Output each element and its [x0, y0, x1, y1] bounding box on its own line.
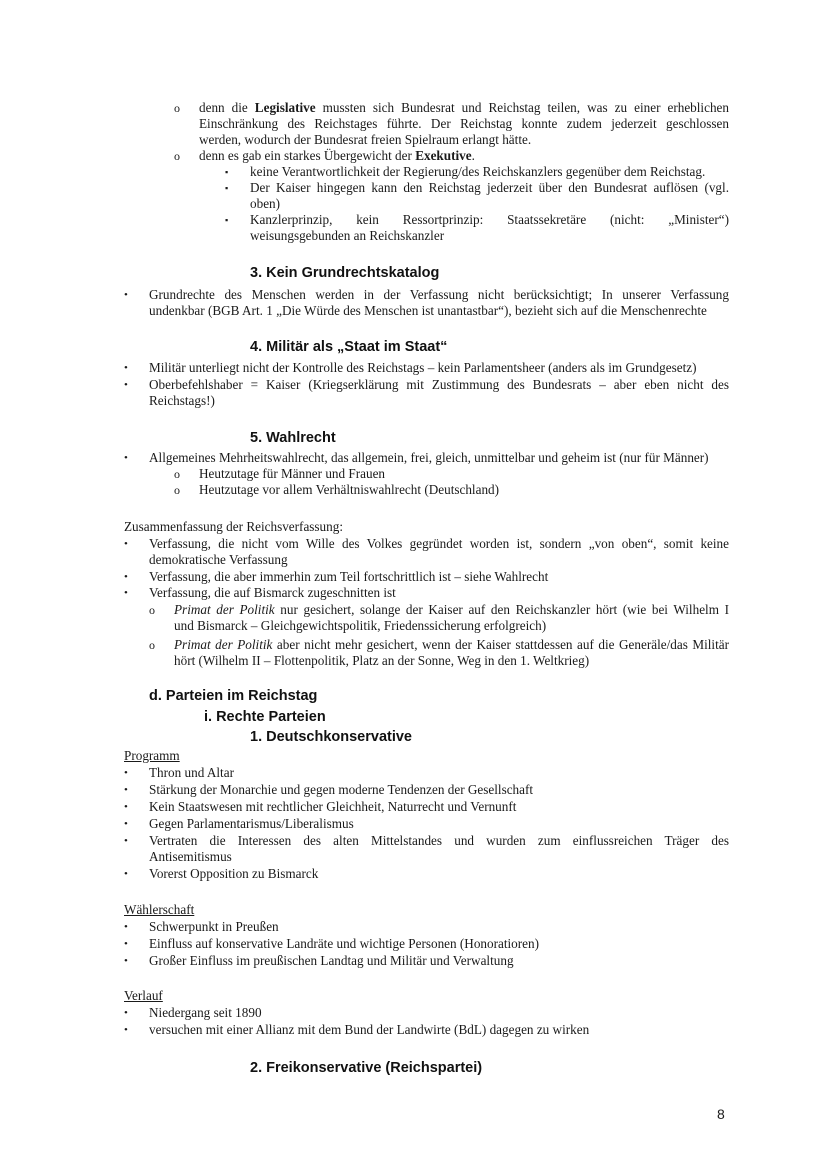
section-heading: i. Rechte Parteien [204, 709, 326, 725]
list-item: versuchen mit einer Allianz mit dem Bund der Landwirte (BdL) dagegen zu wirken [149, 1022, 590, 1037]
paragraph-line: oben) [250, 196, 281, 211]
paragraph-line: demokratische Verfassung [149, 552, 288, 567]
disc-bullet: • [124, 452, 128, 464]
section-heading: 2. Freikonservative (Reichspartei) [250, 1060, 483, 1076]
paragraph-line: denn die Legislative mussten sich Bundesrat und Reichstag teilen, was zu einer erheblichen [199, 100, 729, 115]
disc-bullet: • [124, 1024, 128, 1036]
subsection-label: Wählerschaft [124, 902, 195, 917]
disc-bullet: • [124, 767, 128, 779]
section-heading: 5. Wahlrecht [250, 430, 336, 446]
subsection-label: Verlauf [124, 988, 163, 1003]
paragraph-line: Heutzutage vor allem Verhältniswahlrecht (Deutschland) [199, 482, 500, 497]
list-item: Antisemitismus [149, 849, 232, 864]
circle-bullet: o [149, 603, 155, 617]
disc-bullet: • [124, 955, 128, 967]
disc-bullet: • [124, 289, 128, 301]
list-item: Gegen Parlamentarismus/Liberalismus [149, 816, 354, 831]
paragraph-line: Kanzlerprinzip, kein Ressortprinzip: Staatssekretäre (nicht: „Minister“) [250, 212, 729, 227]
list-item: Kein Staatswesen mit rechtlicher Gleichheit, Naturrecht und Vernunft [149, 799, 517, 814]
section-heading: 1. Deutschkonservative [250, 729, 412, 745]
list-item: Schwerpunkt in Preußen [149, 919, 279, 934]
summary-title: Zusammenfassung der Reichsverfassung: [124, 519, 344, 534]
square-bullet: ▪ [225, 167, 229, 177]
paragraph-line: denn es gab ein starkes Übergewicht der Exekutive. [199, 148, 475, 163]
section-heading: 4. Militär als „Staat im Staat“ [250, 339, 448, 355]
list-item: Stärkung der Monarchie und gegen moderne Tendenzen der Gesellschaft [149, 782, 534, 797]
list-item: Niedergang seit 1890 [149, 1005, 262, 1020]
circle-bullet: o [174, 467, 180, 481]
paragraph-line: Allgemeines Mehrheitswahlrecht, das allgemein, frei, gleich, unmittelbar und geheim ist (nur für Männer) [149, 450, 709, 465]
list-item: Vertraten die Interessen des alten Mittelstandes und wurden zum einflussreichen Träger des [149, 833, 729, 848]
disc-bullet: • [124, 921, 128, 933]
paragraph-line: keine Verantwortlichkeit der Regierung/des Reichskanzlers gegenüber dem Reichstag. [250, 164, 706, 179]
list-item: Vorerst Opposition zu Bismarck [149, 866, 319, 881]
circle-bullet: o [149, 638, 155, 652]
list-item: Großer Einfluss im preußischen Landtag und Militär und Verwaltung [149, 953, 514, 968]
disc-bullet: • [124, 801, 128, 813]
disc-bullet: • [124, 1007, 128, 1019]
paragraph-line: Verfassung, die auf Bismarck zugeschnitten ist [149, 585, 396, 600]
disc-bullet: • [124, 818, 128, 830]
paragraph-line: weisungsgebunden an Reichskanzler [250, 228, 445, 243]
paragraph-line: Heutzutage für Männer und Frauen [199, 466, 386, 481]
paragraph-line: Der Kaiser hingegen kann den Reichstag jederzeit über den Bundesrat auflösen (vgl. [250, 180, 729, 195]
disc-bullet: • [124, 784, 128, 796]
circle-bullet: o [174, 101, 180, 115]
paragraph-line: und Bismarck – Gleichgewichtspolitik, Friedenssicherung erfolgreich) [174, 618, 547, 633]
disc-bullet: • [124, 835, 128, 847]
paragraph-line: Primat der Politik aber nicht mehr gesichert, wenn der Kaiser stattdessen auf die Generäle/das Militär [174, 637, 729, 652]
subsection-label: Programm [124, 748, 180, 763]
page-number: 8 [717, 1106, 725, 1122]
list-item: Einfluss auf konservative Landräte und wichtige Personen (Honoratioren) [149, 936, 540, 951]
disc-bullet: • [124, 379, 128, 391]
paragraph-line: Verfassung, die nicht vom Wille des Volkes gegründet worden ist, sondern „von oben“, somit keine [149, 536, 729, 551]
paragraph-line: Reichstags!) [149, 393, 215, 408]
paragraph-line: Grundrechte des Menschen werden in der Verfassung nicht berücksichtigt; In unserer Verfassung [149, 287, 729, 302]
paragraph-line: Militär unterliegt nicht der Kontrolle des Reichstags – kein Parlamentsheer (anders als im Grundgesetz) [149, 360, 697, 375]
square-bullet: ▪ [225, 215, 229, 225]
list-item: Thron und Altar [149, 765, 234, 780]
square-bullet: ▪ [225, 183, 229, 193]
disc-bullet: • [124, 538, 128, 550]
paragraph-line: hört (Wilhelm II – Flottenpolitik, Platz an der Sonne, Weg in den 1. Weltkrieg) [174, 653, 590, 668]
paragraph-line: Verfassung, die aber immerhin zum Teil fortschrittlich ist – siehe Wahlrecht [149, 569, 549, 584]
disc-bullet: • [124, 587, 128, 599]
section-heading: 3. Kein Grundrechtskatalog [250, 265, 440, 281]
section-heading: d. Parteien im Reichstag [149, 688, 318, 704]
paragraph-line: Primat der Politik nur gesichert, solange der Kaiser auf den Reichskanzler hört (wie bei Wilhelm I [174, 602, 729, 617]
paragraph-line: undenkbar (BGB Art. 1 „Die Würde des Menschen ist unantastbar“), bezieht sich auf die Menschenrechte [149, 303, 707, 318]
circle-bullet: o [174, 149, 180, 163]
paragraph-line: werden, wodurch der Bundesrat freien Spielraum erlangt hätte. [199, 132, 532, 147]
disc-bullet: • [124, 938, 128, 950]
paragraph-line: Einschränkung des Reichstages führte. Der Reichstag konnte zudem jederzeit geschlossen [199, 116, 729, 131]
paragraph-line: Oberbefehlshaber = Kaiser (Kriegserklärung mit Zustimmung des Bundesrats – aber eben nicht des [149, 377, 729, 392]
disc-bullet: • [124, 571, 128, 583]
disc-bullet: • [124, 362, 128, 374]
circle-bullet: o [174, 483, 180, 497]
disc-bullet: • [124, 868, 128, 880]
